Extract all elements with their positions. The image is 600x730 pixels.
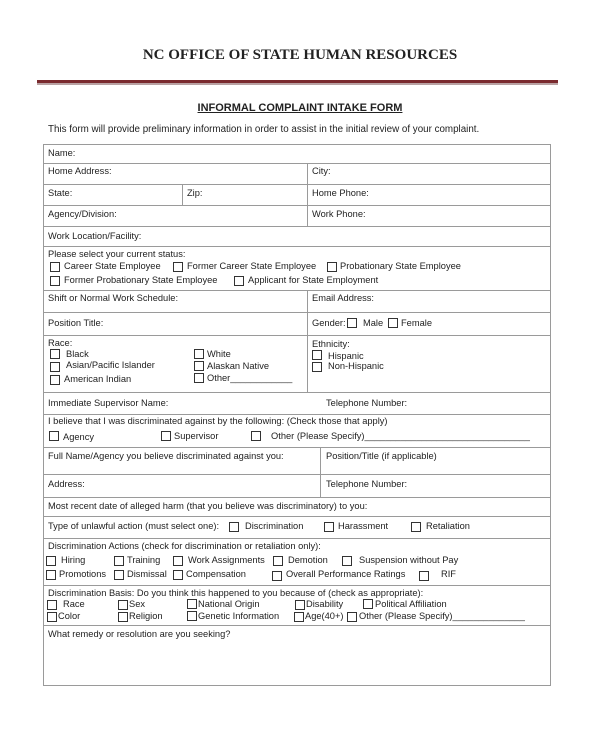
checkbox-rif[interactable]	[419, 571, 429, 581]
remedy-row[interactable]	[43, 626, 551, 686]
checkbox-non-hispanic[interactable]	[312, 362, 322, 372]
option-label: Alaskan Native	[207, 361, 270, 371]
shift-row[interactable]	[43, 291, 551, 313]
option-label: Discrimination	[245, 521, 304, 531]
discrimination-actions-label: Discrimination Actions (check for discrimination or retaliation only):	[48, 541, 321, 551]
option-label: Black	[66, 349, 89, 359]
harm-date-label: Most recent date of alleged harm (that you believe was discriminatory) to you:	[48, 501, 368, 511]
supervisor-phone-label: Telephone Number:	[326, 398, 408, 408]
option-label: Hiring	[61, 555, 86, 565]
checkbox-race-basis[interactable]	[47, 600, 57, 610]
option-label: Dismissal	[127, 569, 167, 579]
checkbox-retaliation[interactable]	[411, 522, 421, 532]
divider	[182, 185, 183, 205]
agency-row[interactable]	[43, 206, 551, 227]
zip-label: Zip:	[187, 188, 203, 198]
checkbox-dismissal[interactable]	[114, 570, 124, 580]
checkbox-former-career-state-employee[interactable]	[173, 262, 183, 272]
checkbox-suspension[interactable]	[342, 556, 352, 566]
option-label: Applicant for State Employment	[248, 275, 379, 285]
option-label: Hispanic	[328, 351, 364, 361]
accused-address-row[interactable]	[43, 475, 551, 498]
divider	[307, 164, 308, 184]
checkbox-age[interactable]	[294, 612, 304, 622]
checkbox-american-indian[interactable]	[50, 375, 60, 385]
race-row	[43, 336, 551, 393]
divider	[307, 336, 308, 392]
option-label: Suspension without Pay	[359, 555, 459, 565]
status-row	[43, 247, 551, 291]
header-rule-shadow	[37, 83, 558, 85]
state-label: State:	[48, 188, 73, 198]
option-label: Race	[63, 599, 85, 609]
checkbox-agency[interactable]	[49, 431, 59, 441]
option-label: National Origin	[198, 599, 260, 609]
work-phone-label: Work Phone:	[312, 209, 366, 219]
checkbox-training[interactable]	[114, 556, 124, 566]
discriminated-by-label: I believe that I was discriminated against by the following: (Check those that apply)	[48, 416, 388, 426]
option-label: Harassment	[338, 521, 389, 531]
checkbox-male[interactable]	[347, 318, 357, 328]
position-row	[43, 313, 551, 336]
work-location-row[interactable]	[43, 227, 551, 247]
option-label: Agency	[63, 432, 95, 442]
race-label: Race:	[48, 338, 73, 348]
option-label: Retaliation	[426, 521, 470, 531]
checkbox-black[interactable]	[50, 349, 60, 359]
accused-position-label: Position/Title (if applicable)	[326, 451, 437, 461]
divider	[307, 206, 308, 226]
checkbox-disability[interactable]	[295, 600, 305, 610]
harm-date-row[interactable]	[43, 498, 551, 517]
divider	[320, 475, 321, 497]
option-label: Other____________	[207, 373, 293, 383]
option-label: Color	[58, 611, 81, 621]
work-location-label: Work Location/Facility:	[48, 231, 142, 241]
checkbox-female[interactable]	[388, 318, 398, 328]
checkbox-other-race[interactable]	[194, 373, 204, 383]
option-label: Overall Performance Ratings	[286, 569, 406, 579]
checkbox-hiring[interactable]	[46, 556, 56, 566]
name-row[interactable]	[43, 144, 551, 164]
position-title-label: Position Title:	[48, 318, 104, 328]
checkbox-color[interactable]	[47, 612, 57, 622]
checkbox-probationary-state-employee[interactable]	[327, 262, 337, 272]
divider	[307, 313, 308, 335]
checkbox-alaskan-native[interactable]	[194, 361, 204, 371]
checkbox-demotion[interactable]	[273, 556, 283, 566]
checkbox-asian-pacific-islander[interactable]	[50, 362, 60, 372]
option-label: White	[207, 349, 231, 359]
option-label: Sex	[129, 599, 146, 609]
city-label: City:	[312, 166, 331, 176]
checkbox-other-specify[interactable]	[251, 431, 261, 441]
option-label: Former Probationary State Employee	[64, 275, 218, 285]
checkbox-former-probationary-state-employee[interactable]	[50, 276, 60, 286]
checkbox-national-origin[interactable]	[187, 599, 197, 609]
checkbox-sex[interactable]	[118, 600, 128, 610]
gender-label: Gender:	[312, 318, 346, 328]
page-title: NC OFFICE OF STATE HUMAN RESOURCES	[142, 47, 458, 63]
checkbox-performance-ratings[interactable]	[272, 571, 282, 581]
accused-row[interactable]	[43, 448, 551, 475]
divider	[320, 448, 321, 474]
email-label: Email Address:	[312, 293, 375, 303]
option-label: Former Career State Employee	[187, 261, 317, 271]
option-label: Other (Please Specify)________________________________	[271, 431, 530, 441]
option-label: RIF	[441, 569, 456, 579]
checkbox-harassment[interactable]	[324, 522, 334, 532]
checkbox-white[interactable]	[194, 349, 204, 359]
checkbox-genetic-information[interactable]	[187, 611, 197, 621]
state-row[interactable]	[43, 185, 551, 206]
option-label: Female	[401, 318, 433, 328]
address-row[interactable]	[43, 164, 551, 185]
discrimination-actions-row	[43, 539, 551, 586]
option-label: Training	[127, 555, 161, 565]
unlawful-action-row	[43, 517, 551, 539]
discrimination-basis-label: Discrimination Basis: Do you think this happened to you because of (check as appropriate):	[48, 588, 424, 598]
option-label: Disability	[306, 599, 344, 609]
remedy-label: What remedy or resolution are you seeking?	[48, 629, 231, 639]
option-label: Asian/Pacific Islander	[66, 360, 155, 370]
discriminated-by-row	[43, 415, 551, 448]
option-label: Supervisor	[174, 431, 219, 441]
home-address-label: Home Address:	[48, 166, 112, 176]
discrimination-basis-row	[43, 586, 551, 626]
option-label: Age(40+)	[305, 611, 344, 621]
checkbox-promotions[interactable]	[46, 570, 56, 580]
option-label: American Indian	[64, 374, 132, 384]
checkbox-discrimination[interactable]	[229, 522, 239, 532]
option-label: Male	[363, 318, 384, 328]
option-label: Probationary State Employee	[340, 261, 461, 271]
shift-label: Shift or Normal Work Schedule:	[48, 293, 179, 303]
divider	[307, 185, 308, 205]
form-title: INFORMAL COMPLAINT INTAKE FORM	[197, 102, 403, 114]
home-phone-label: Home Phone:	[312, 188, 369, 198]
option-label: Career State Employee	[64, 261, 161, 271]
name-label: Name:	[48, 148, 76, 158]
checkbox-hispanic[interactable]	[312, 350, 322, 360]
checkbox-other-basis[interactable]	[347, 612, 357, 622]
checkbox-career-state-employee[interactable]	[50, 262, 60, 272]
checkbox-religion[interactable]	[118, 612, 128, 622]
unlawful-action-label: Type of unlawful action (must select one):	[48, 521, 220, 531]
option-label: Work Assignments	[188, 555, 265, 565]
accused-name-label: Full Name/Agency you believe discriminated against you:	[48, 451, 284, 461]
option-label: Religion	[129, 611, 163, 621]
option-label: Non-Hispanic	[328, 361, 384, 371]
intro-text: This form will provide preliminary information in order to assist in the initial review of your complaint.	[48, 124, 480, 135]
status-label: Please select your current status:	[48, 249, 186, 259]
checkbox-political-affiliation[interactable]	[363, 599, 373, 609]
accused-phone-label: Telephone Number:	[326, 479, 408, 489]
checkbox-work-assignments[interactable]	[173, 556, 183, 566]
option-label: Other (Please Specify)______________	[359, 611, 525, 621]
accused-address-label: Address:	[48, 479, 85, 489]
supervisor-row[interactable]	[43, 393, 551, 415]
checkbox-supervisor[interactable]	[161, 431, 171, 441]
ethnicity-label: Ethnicity:	[312, 339, 350, 349]
checkbox-applicant-for-state-employment[interactable]	[234, 276, 244, 286]
supervisor-label: Immediate Supervisor Name:	[48, 398, 169, 408]
divider	[307, 291, 308, 312]
option-label: Genetic Information	[198, 611, 280, 621]
option-label: Political Affiliation	[375, 599, 447, 609]
option-label: Compensation	[186, 569, 246, 579]
agency-division-label: Agency/Division:	[48, 209, 117, 219]
option-label: Demotion	[288, 555, 328, 565]
option-label: Promotions	[59, 569, 107, 579]
checkbox-compensation[interactable]	[173, 570, 183, 580]
